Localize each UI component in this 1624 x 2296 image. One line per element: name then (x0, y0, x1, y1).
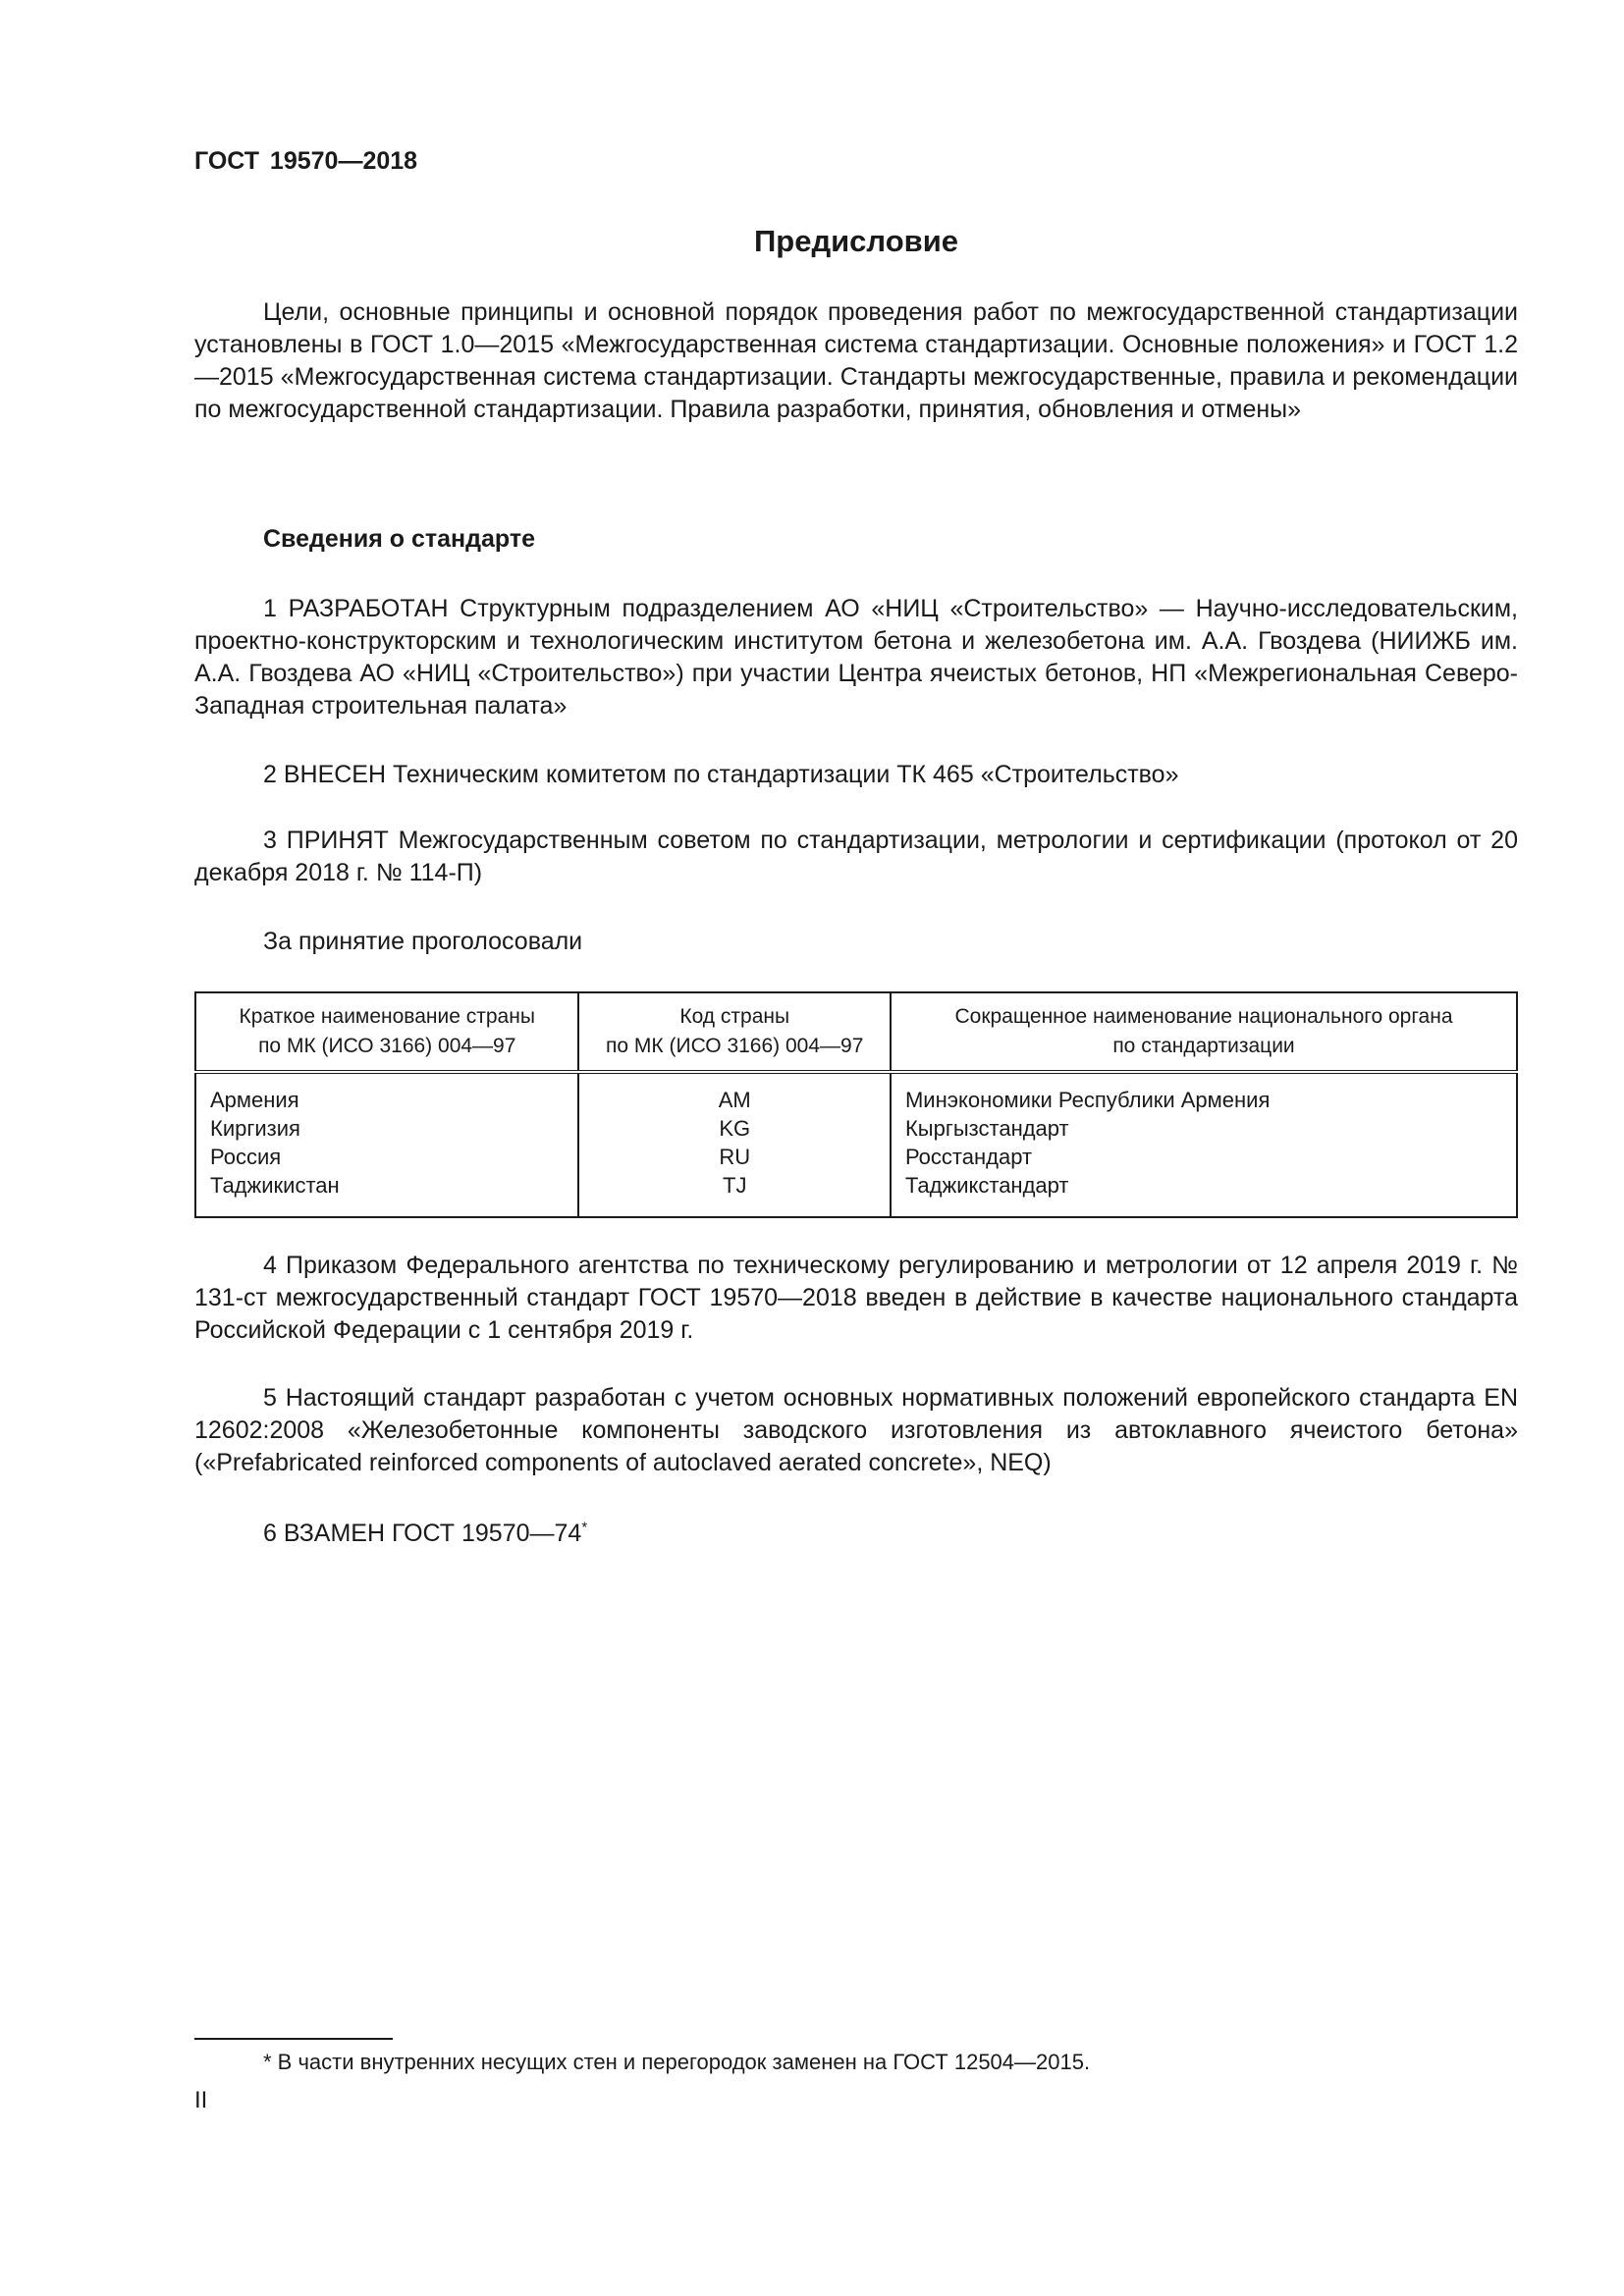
header-country-line2: по МК (ИСО 3166) 004—97 (258, 1035, 516, 1057)
intro-paragraph: Цели, основные принципы и основной порядок проведения работ по межгосударственной стандартизации установлены в ГОСТ 1.0—2015 «Межгосударственная система стандартизации. Основные положения» и ГОСТ 1.2—2015 «Межгосударственная система стандартизации. Стандарты межгосударственные, правила и рекомендации по межгосударственной стандартизации. Правила разработки, принятия, обновления и отмены» (194, 298, 1518, 423)
header-body (891, 992, 1517, 1072)
country-code: RU (719, 1145, 751, 1169)
header-code-line1: Код страны (679, 1005, 790, 1028)
body-cell (891, 1072, 1517, 1217)
national-body: Росстандарт (904, 1145, 1033, 1169)
voting-table (194, 991, 1518, 1218)
country-name: Киргизия (210, 1116, 300, 1141)
country-name: Россия (210, 1145, 282, 1169)
voted-label: За принятие проголосовали (263, 928, 583, 955)
country-code: AM (718, 1088, 751, 1112)
national-body: Таджикстандарт (904, 1173, 1069, 1198)
header-code (578, 992, 890, 1072)
national-body: Кыргызстандарт (904, 1116, 1069, 1141)
item-basis: 5 Настоящий стандарт разработан с учетом основных нормативных положений европейского стандарта EN 12602:2008 «Железобетонные компоненты заводского изготовления из автоклавного ячеистого бетона» («Prefabricated reinforced components of autoclaved aerated concrete», NEQ) (194, 1384, 1518, 1476)
document-designation: ГОСТ 19570—2018 (194, 147, 418, 175)
item-order: 4 Приказом Федерального агентства по техническому регулированию и метрологии от 12 апреля 2019 г. № 131-ст межгосударственный стандарт ГОСТ 19570—2018 введен в действие в качестве национального стандарта Российской Федерации с 1 сентября 2019 г. (194, 1252, 1518, 1344)
footnote-divider (194, 2038, 393, 2040)
header-body-line2: по стандартизации (1112, 1035, 1295, 1057)
country-code: KG (719, 1116, 751, 1141)
code-cell (578, 1072, 890, 1217)
footnote-mark: * (581, 1519, 588, 1536)
header-country (195, 992, 578, 1072)
section-title: Сведения о стандарте (263, 525, 536, 553)
national-body: Минэкономики Республики Армения (904, 1088, 1271, 1112)
item-replaces (263, 1518, 587, 1550)
header-country-line1: Краткое наименование страны (239, 1005, 535, 1028)
page-title: Предисловие (753, 224, 958, 258)
header-body-line1: Сокращенное наименование национального органа (954, 1005, 1453, 1028)
item-adopted: 3 ПРИНЯТ Межгосударственным советом по стандартизации, метрологии и сертификации (протокол от 20 декабря 2018 г. № 114-П) (194, 827, 1518, 886)
item-developed: 1 РАЗРАБОТАН Структурным подразделением АО «НИЦ «Строительство» — Научно-исследовательским, проектно-конструкторским и технологическим институтом бетона и железобетона им. А.А. Гвоздева (НИИЖБ им. А.А. Гвоздева АО «НИЦ «Строительство») при участии Центра ячеистых бетонов, НП «Межрегиональная Северо-Западная строительная палата» (194, 595, 1518, 720)
country-name: Армения (210, 1088, 299, 1112)
header-code-line2: по МК (ИСО 3166) 004—97 (606, 1035, 864, 1057)
footnote: * В части внутренних несущих стен и перегородок заменен на ГОСТ 12504—2015. (263, 2050, 1091, 2074)
country-name: Таджикистан (210, 1173, 340, 1198)
page-number: II (194, 2087, 208, 2113)
item-replaces-text: 6 ВЗАМЕН ГОСТ 19570—74 (263, 1520, 582, 1547)
country-cell (195, 1072, 578, 1217)
item-introduced: 2 ВНЕСЕН Техническим комитетом по стандартизации ТК 465 «Строительство» (263, 761, 1179, 788)
table-header-row (195, 992, 1517, 1072)
table-row (195, 1072, 1517, 1217)
country-code: TJ (723, 1173, 747, 1198)
